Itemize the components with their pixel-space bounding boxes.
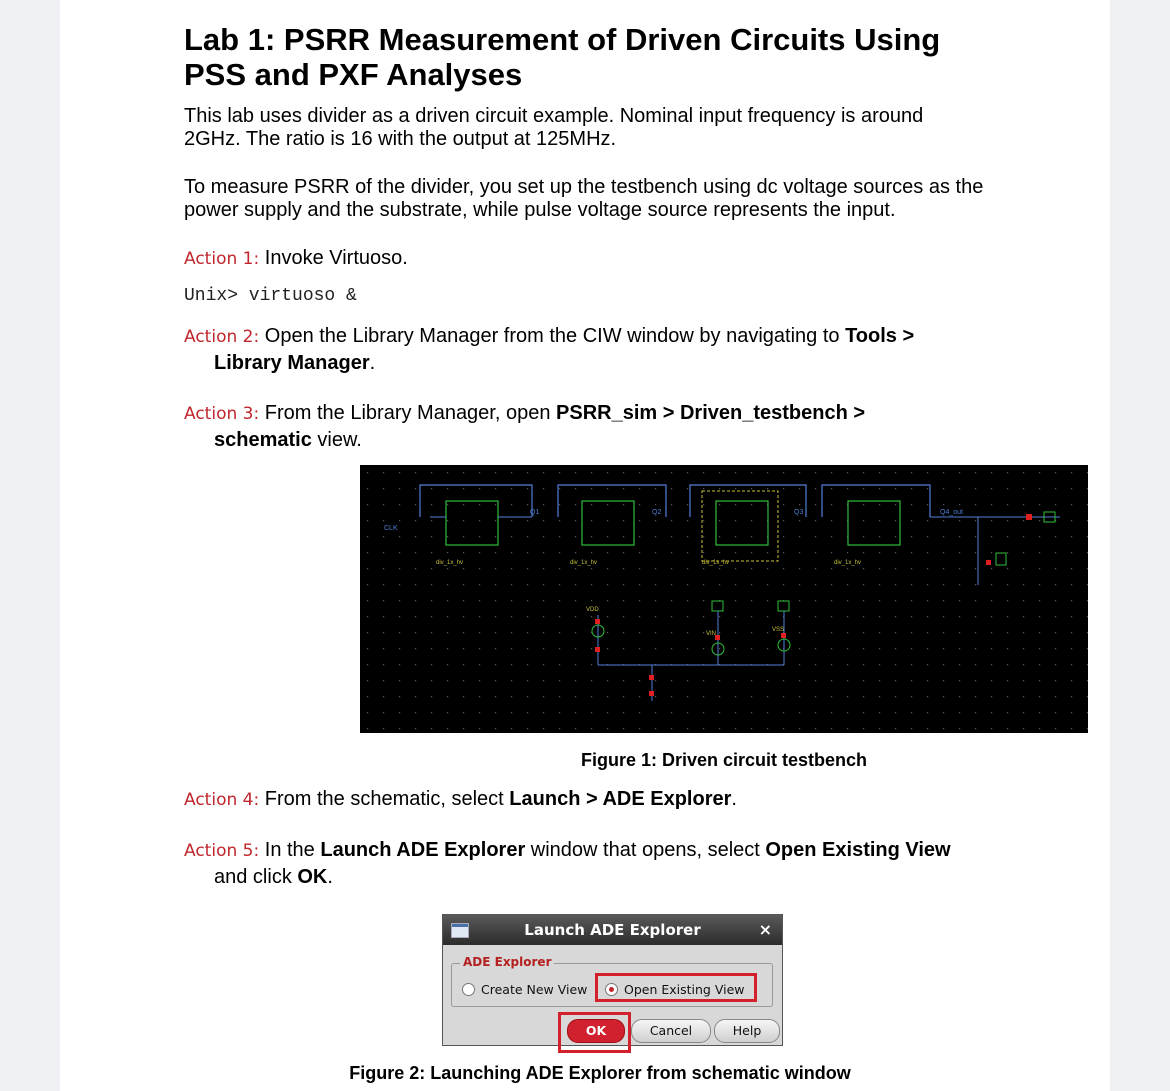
action-text: In the: [264, 839, 321, 861]
cell-label: div_1x_hv: [702, 560, 730, 566]
action-1: [184, 245, 984, 272]
action-text: Open the Library Manager from the CIW window by navigating to: [264, 325, 846, 347]
action-text: From the Library Manager, open: [264, 402, 557, 424]
action-label: Action 2:: [184, 327, 260, 347]
cell-label: div_1x_hv: [436, 560, 464, 566]
cell-label: div_1x_hv: [834, 560, 862, 566]
q3-label: Q3: [794, 509, 804, 516]
clk-label: CLK: [384, 525, 398, 532]
ok-button[interactable]: OK: [567, 1019, 625, 1043]
action-3: Action 3: From the Library Manager, open PSRR_sim > Driven_testbench > schematic view.: [184, 402, 866, 451]
action-label: Action 3:: [184, 404, 260, 424]
q4-label: Q4_out: [940, 509, 963, 516]
action-label: Action 4:: [184, 790, 260, 810]
cell-label: div_1x_hv: [570, 560, 598, 566]
dialog-title: Launch ADE Explorer: [524, 921, 701, 939]
help-button[interactable]: Help: [714, 1019, 780, 1043]
q2-label: Q2: [652, 509, 662, 516]
dialog-titlebar: [443, 915, 782, 945]
window-name: Launch ADE Explorer: [320, 839, 526, 861]
window-icon: [451, 923, 469, 938]
highlight-box: [595, 973, 757, 1002]
intro-paragraph: This lab uses divider as a driven circuit example. Nominal input frequency is around 2GHz. The ratio is 16 with the output at 125MHz.: [184, 105, 924, 150]
open-existing-view-radio[interactable]: Open Existing View: [605, 982, 745, 997]
close-icon[interactable]: ×: [758, 920, 772, 939]
action-5: Action 5: In the Launch ADE Explorer window that opens, select Open Existing View and click OK.: [184, 839, 951, 888]
page-title: Lab 1: PSRR Measurement of Driven Circuits Using PSS and PXF Analyses: [184, 22, 941, 92]
action-label: Action 5:: [184, 841, 260, 861]
figure2-caption: Figure 2: Launching ADE Explorer from schematic window: [349, 1063, 851, 1083]
q1-label: Q1: [530, 509, 540, 516]
action-text: Invoke Virtuoso.: [264, 247, 408, 269]
create-new-view-radio[interactable]: Create New View: [462, 982, 587, 997]
action-4: Action 4: From the schematic, select Launch > ADE Explorer.: [184, 788, 737, 810]
cell-path: PSRR_sim > Driven_testbench >: [556, 402, 866, 424]
figure1-caption: Figure 1: Driven circuit testbench: [580, 750, 868, 770]
schematic-canvas: [360, 465, 1088, 733]
action-2: Action 2: Open the Library Manager from the CIW window by navigating to Tools > Library Manager.: [184, 325, 915, 374]
action-label: Action 1:: [184, 249, 260, 269]
menu-path: Library Manager: [214, 352, 370, 374]
schematic-figure: [360, 465, 1088, 733]
action-text: From the schematic, select: [264, 788, 510, 810]
radio-icon: [462, 983, 475, 996]
button-name: OK: [297, 866, 328, 888]
code-line: Unix> virtuoso &: [184, 286, 357, 306]
view-name: schematic: [214, 429, 312, 451]
menu-path: Tools >: [845, 325, 915, 347]
document-page: [60, 0, 1110, 1091]
vin-label: VIN: [706, 631, 717, 637]
highlight-box: [558, 1012, 631, 1053]
menu-path: Launch > ADE Explorer: [509, 788, 732, 810]
vdd-label: VDD: [586, 607, 599, 613]
option-name: Open Existing View: [765, 839, 951, 861]
group-title: ADE Explorer: [460, 955, 554, 969]
cancel-button[interactable]: Cancel: [631, 1019, 711, 1043]
vss-label: VSS: [772, 627, 785, 633]
setup-paragraph: To measure PSRR of the divider, you set up the testbench using dc voltage sources as the power supply and the substrate, while pulse voltage source represents the input.: [184, 176, 984, 221]
launch-ade-dialog: [442, 914, 783, 1046]
